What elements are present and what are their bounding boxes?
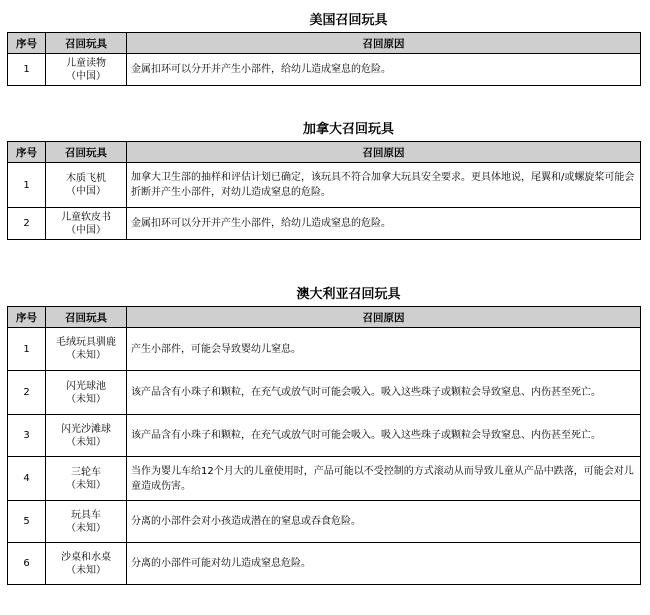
header-toy: 召回玩具: [46, 142, 127, 163]
row-index: 5: [8, 501, 46, 543]
section-australia: [7, 284, 640, 585]
toy-origin: （中国）: [66, 70, 106, 82]
table-row: [8, 457, 641, 501]
row-reason: 加拿大卫生部的抽样和评估计划已确定，该玩具不符合加拿大玩具安全要求。更具体地说，尾翼和/或螺旋桨可能会折断并产生小部件，对幼儿造成窒息的危险。: [127, 163, 641, 208]
header-index: 序号: [8, 142, 46, 163]
table-row: [8, 328, 641, 371]
section-title: 加拿大召回玩具: [302, 122, 394, 137]
table-header-row: [8, 33, 641, 54]
toy-name: 儿童软皮书: [61, 211, 111, 223]
toy-name: 玩具车: [71, 509, 101, 521]
row-toy: [46, 415, 127, 457]
toy-origin: （未知）: [66, 479, 106, 491]
toy-origin: （中国）: [66, 224, 106, 236]
toy-name: 木质飞机: [66, 173, 106, 184]
row-index: 6: [8, 543, 46, 585]
row-reason: 金属扣环可以分开并产生小部件，给幼儿造成窒息的危险。: [127, 208, 641, 240]
row-toy: [46, 543, 127, 585]
toy-origin: （未知）: [66, 564, 106, 576]
toy-name: 闪光沙滩球: [61, 423, 111, 435]
toy-name: 沙桌和水桌: [61, 551, 111, 563]
row-toy: [46, 457, 127, 501]
row-toy: [46, 371, 127, 415]
toy-name: 闪光球池: [66, 380, 106, 392]
section-title: 美国召回玩具: [309, 13, 388, 28]
row-reason: 金属扣环可以分开并产生小部件，给幼儿造成窒息的危险。: [127, 54, 641, 86]
row-index: 1: [8, 163, 46, 208]
header-toy: 召回玩具: [46, 33, 127, 54]
recall-table: [7, 32, 641, 86]
section-canada: [7, 119, 640, 240]
row-toy: [46, 328, 127, 371]
row-reason: 该产品含有小珠子和颗粒，在充气或放气时可能会吸入。吸入这些珠子或颗粒会导致窒息、内伤甚至死亡。: [127, 371, 641, 415]
row-toy: [46, 501, 127, 543]
header-reason: 召回原因: [127, 142, 641, 163]
row-index: 1: [8, 328, 46, 371]
section-usa: [7, 10, 640, 86]
row-toy: [46, 208, 127, 240]
toy-origin: （未知）: [66, 436, 106, 448]
row-index: 4: [8, 457, 46, 501]
row-index: 1: [8, 54, 46, 86]
header-toy: 召回玩具: [46, 307, 127, 328]
table-row: [8, 415, 641, 457]
table-row: [8, 208, 641, 240]
header-index: 序号: [8, 307, 46, 328]
row-reason: 产生小部件，可能会导致婴幼儿窒息。: [127, 328, 641, 371]
toy-name: 三轮车: [71, 466, 101, 478]
row-reason: 该产品含有小珠子和颗粒，在充气或放气时可能会吸入。吸入这些珠子或颗粒会导致窒息、内伤甚至死亡。: [127, 415, 641, 457]
table-header-row: [8, 142, 641, 163]
row-reason: 当作为婴儿车给12个月大的儿童使用时，产品可能以不受控制的方式滚动从而导致儿童从产品中跌落，可能会对儿童造成伤害。: [127, 457, 641, 501]
header-index: 序号: [8, 33, 46, 54]
recall-table: [7, 306, 641, 585]
toy-name: 儿童读物: [66, 57, 106, 69]
table-row: [8, 501, 641, 543]
row-index: 3: [8, 415, 46, 457]
table-row: [8, 543, 641, 585]
recall-table: [7, 141, 641, 240]
table-header-row: [8, 307, 641, 328]
row-toy: [46, 54, 127, 86]
toy-origin: （中国）: [66, 186, 106, 197]
table-row: [8, 54, 641, 86]
table-row: [8, 163, 641, 208]
header-reason: 召回原因: [127, 33, 641, 54]
section-title: 澳大利亚召回玩具: [296, 287, 401, 302]
toy-origin: （未知）: [66, 393, 106, 405]
toy-origin: （未知）: [66, 522, 106, 534]
toy-name: 毛绒玩具驯鹿: [56, 337, 116, 348]
table-row: [8, 371, 641, 415]
row-index: 2: [8, 208, 46, 240]
row-index: 2: [8, 371, 46, 415]
toy-origin: （未知）: [66, 350, 106, 361]
row-reason: 分离的小部件会对小孩造成潜在的窒息或吞食危险。: [127, 501, 641, 543]
row-reason: 分离的小部件可能对幼儿造成窒息危险。: [127, 543, 641, 585]
header-reason: 召回原因: [127, 307, 641, 328]
row-toy: [46, 163, 127, 208]
